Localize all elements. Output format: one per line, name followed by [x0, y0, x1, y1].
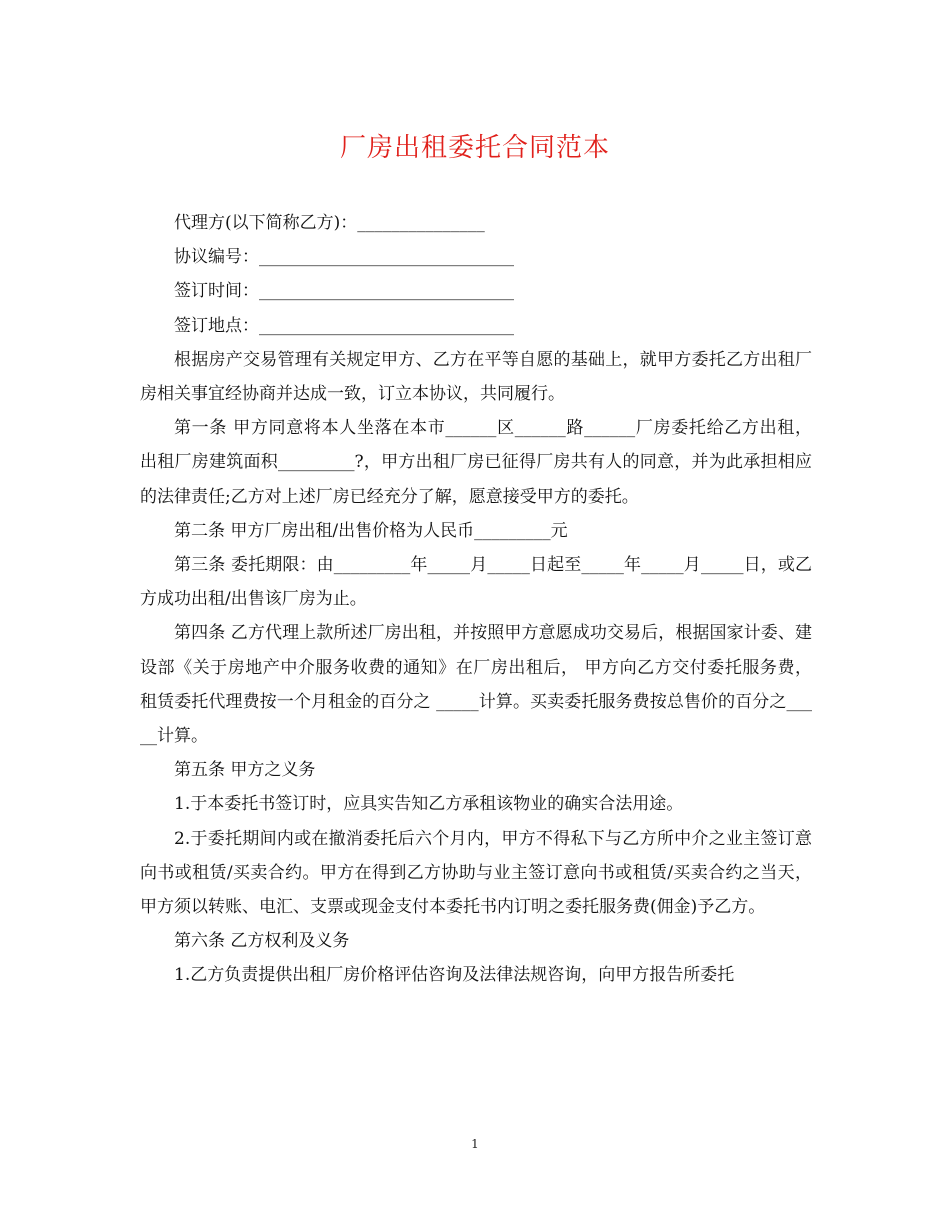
paragraph-article-5-item-2: 2.于委托期间内或在撤消委托后六个月内，甲方不得私下与乙方所中介之业主签订意向书或租赁/买卖合约。甲方在得到乙方协助与业主签订意向书或租赁/买卖合约之当天，甲方须以转账、电汇、支票或现金支付本委托书内订明之委托服务费(佣金)予乙方。 [140, 828, 812, 918]
paragraph-article-5-heading: 第五条 甲方之义务 [174, 760, 316, 781]
document-body [140, 206, 812, 993]
paragraph-article-1: 第一条 甲方同意将本人坐落在本市______区______路______厂房委托给乙方出租， 出租厂房建筑面积_________?，甲方出租厂房已征得厂房共有人的同意，并为此承担相应的法律责任;乙方对上述厂房已经充分了解，愿意接受甲方的委托。 [140, 418, 812, 507]
paragraph-agreement-number: 协议编号：______________________________ [174, 247, 514, 268]
paragraph-article-6-item-1: 1.乙方负责提供出租厂房价格评估咨询及法律法规咨询，向甲方报告所委托 [174, 965, 735, 986]
paragraph-article-2: 第二条 甲方厂房出租/出售价格为人民币_________元 [174, 520, 568, 541]
paragraph-preamble: 根据房产交易管理有关规定甲方、乙方在平等自愿的基础上，就甲方委托乙方出租厂房相关事宜经协商并达成一致，订立本协议，共同履行。 [140, 349, 812, 405]
paragraph-signing-time: 签订时间：______________________________ [174, 281, 514, 302]
paragraph-signing-place: 签订地点：______________________________ [174, 315, 514, 336]
paragraph-article-6-heading: 第六条 乙方权利及义务 [174, 931, 350, 952]
paragraph-agent-party: 代理方(以下简称乙方)：_______________ [174, 213, 485, 233]
page-number: 1 [471, 1137, 479, 1151]
paragraph-article-3: 第三条 委托期限：由_________年_____月_____日起至_____年_____月_____日，或乙方成功出租/出售该厂房为止。 [140, 555, 812, 610]
paragraph-article-4: 第四条 乙方代理上款所述厂房出租，并按照甲方意愿成功交易后，根据国家计委、建设部《关于房地产中介服务收费的通知》在厂房出租后， 甲方向乙方交付委托服务费， 租赁委托代理费按一个月租金的百分之 _____计算。买卖委托服务费按总售价的百分之_____计算。 [140, 623, 812, 747]
paragraph-article-5-item-1: 1.于本委托书签订时，应具实告知乙方承租该物业的确实合法用途。 [174, 794, 684, 815]
document-title: 厂房出租委托合同范本 [339, 133, 610, 163]
